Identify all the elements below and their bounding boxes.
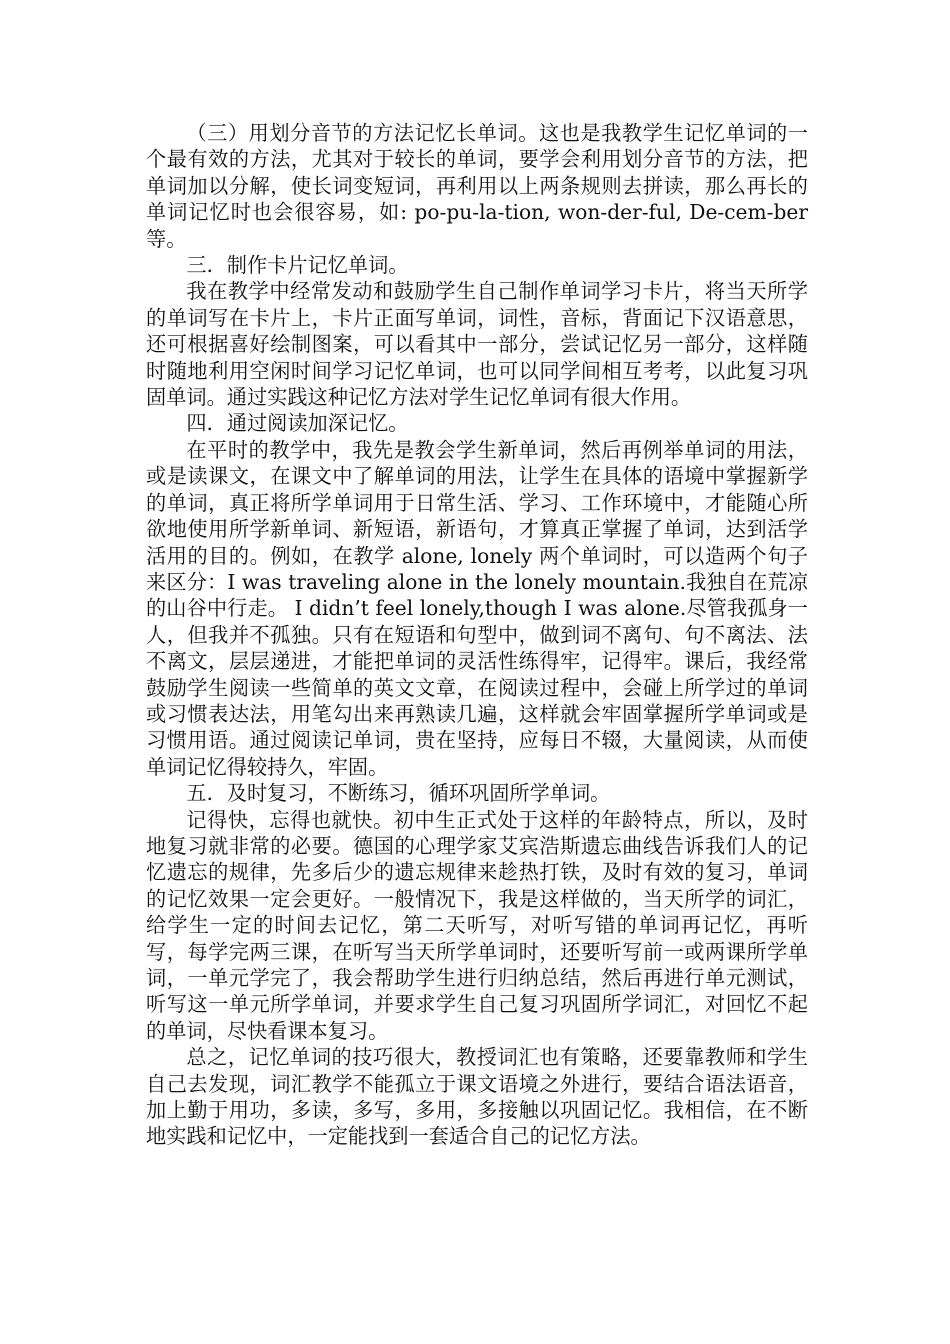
section-heading-cards: 三．制作卡片记忆单词。: [186, 253, 409, 278]
section-heading-review: 五．及时复习，不断练习，循环巩固所学单词。: [186, 781, 611, 806]
paragraph-reading: 在平时的教学中，我先是教会学生新单词，然后再例举单词的用法，或是读课文，在课文中了解单词的用法，让学生在具体的语境中掌握新学的单词，真正将所学单词用于日常生活、学习、工作环境中，才能随心所欲地使用所学新单词、新短语，新语句，才算真正掌握了单词，达到活学活用的目的。例如，在教学 alone, lonely 两个单词时，可以造两个句子来区分：I was traveling alone in the lonely mountain.我独自在荒凉的山谷中行走。 I didn’t feel lonely,though I was alone.尽管我孤身一人，但我并不孤独。只有在短语和句型中，做到词不离句、句不离法、法不离文，层层递进，才能把单词的灵活性练得牢，记得牢。课后，我经常鼓励学生阅读一些简单的英文文章，在阅读过程中，会碰上所学过的单词或习惯表达法，用笔勾出来再熟读几遍，这样就会牢固掌握所学单词或是习惯用语。通过阅读记单词，贵在坚持，应每日不辍，大量阅读，从而使单词记忆得较持久，牢固。: [146, 437, 808, 779]
paragraph-cards: 我在教学中经常发动和鼓励学生自己制作单词学习卡片，将当天所学的单词写在卡片上，卡片正面写单词，词性，音标，背面记下汉语意思，还可根据喜好绘制图案，可以看其中一部分，尝试记忆另一部分，这样随时随地利用空闲时间学习记忆单词，也可以同学间相互考考，以此复习巩固单词。通过实践这种记忆方法对学生记忆单词有很大作用。: [146, 279, 808, 410]
paragraph-review: 记得快，忘得也就快。初中生正式处于这样的年龄特点，所以，及时地复习就非常的必要。德国的心理学家艾宾浩斯遗忘曲线告诉我们人的记忆遗忘的规律，先多后少的遗忘规律来趁热打铁，及时有效的复习，单词的记忆效果一定会更好。一般情况下，我是这样做的，当天所学的词汇，给学生一定的时间去记忆，第二天听写，对听写错的单词再记忆，再听写，每学完两三课，在听写当天所学单词时，还要听写前一或两课所学单词，一单元学完了，我会帮助学生进行归纳总结，然后再进行单元测试，听写这一单元所学单词，并要求学生自己复习巩固所学词汇，对回忆不起的单词，尽快看课本复习。: [146, 807, 808, 1043]
paragraph-syllable-method: （三）用划分音节的方法记忆长单词。这也是我教学生记忆单词的一个最有效的方法，尤其对于较长的单词，要学会利用划分音节的方法，把单词加以分解，使长词变短词，再利用以上两条规则去拼读，那么再长的单词记忆时也会很容易，如: po-pu-la-tion, won-der-ful, De-cem-ber 等。: [146, 121, 808, 251]
section-heading-reading: 四．通过阅读加深记忆。: [186, 411, 409, 436]
paragraph-conclusion: 总之，记忆单词的技巧很大，教授词汇也有策略，还要靠教师和学生自己去发现，词汇教学不能孤立于课文语境之外进行，要结合语法语音，加上勤于用功，多读，多写，多用，多接触以巩固记忆。我相信，在不断地实践和记忆中，一定能找到一套适合自己的记忆方法。: [146, 1045, 808, 1149]
document-body: [146, 120, 808, 1150]
